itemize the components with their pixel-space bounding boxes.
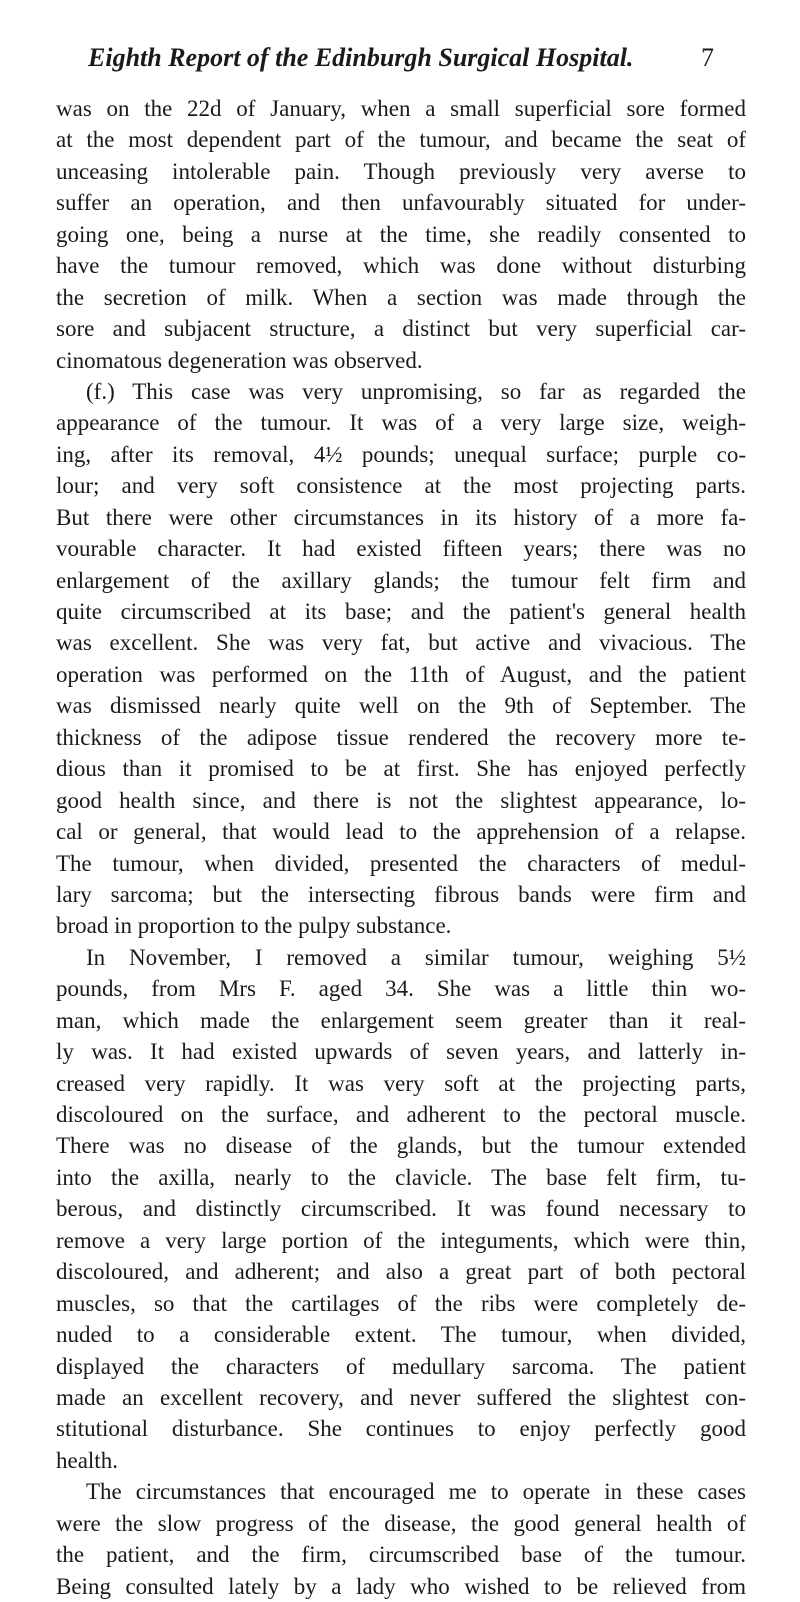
- text-line: The tumour, when divided, presented the characters of medul-: [56, 850, 746, 876]
- text-line: made an excellent recovery, and never suffered the slightest con-: [56, 1384, 746, 1410]
- text-line: muscles, so that the cartilages of the ribs were completely de-: [56, 1290, 746, 1316]
- text-line: the secretion of milk. When a section was made through the: [56, 284, 746, 310]
- text-line: man, which made the enlargement seem greater than it real-: [56, 1007, 746, 1033]
- text-line: appearance of the tumour. It was of a very large size, weigh-: [56, 410, 746, 436]
- text-line: In November, I removed a similar tumour, weighing 5½: [86, 944, 746, 970]
- text-line: ing, after its removal, 4½ pounds; unequal surface; purple co-: [56, 441, 746, 467]
- text-line: was on the 22d of January, when a small superficial sore formed: [56, 96, 746, 121]
- text-line: have the tumour removed, which was done without disturbing: [56, 253, 746, 279]
- text-line: cinomatous degeneration was observed.: [56, 347, 423, 373]
- text-line: cal or general, that would lead to the apprehension of a relapse.: [56, 819, 746, 845]
- text-line: pounds, from Mrs F. aged 34. She was a little thin wo-: [56, 976, 746, 1002]
- text-line: suffer an operation, and then unfavourably situated for under-: [56, 190, 746, 216]
- page-header: [88, 38, 714, 78]
- running-title: Eighth Report of the Edinburgh Surgical Hospital.: [88, 43, 634, 72]
- text-line: ly was. It had existed upwards of seven years, and latterly in-: [56, 1039, 746, 1065]
- text-line: the patient, and the firm, circumscribed base of the tumour.: [56, 1542, 746, 1568]
- text-line: discoloured, and adherent; and also a great part of both pectoral: [56, 1259, 746, 1285]
- text-line: broad in proportion to the pulpy substance.: [56, 913, 452, 939]
- text-line: stitutional disturbance. She continues to enjoy perfectly good: [56, 1416, 746, 1442]
- text-line: displayed the characters of medullary sarcoma. The patient: [56, 1353, 746, 1379]
- body-text: [56, 93, 746, 1602]
- text-line: thickness of the adipose tissue rendered the recovery more te-: [56, 724, 746, 750]
- text-line: berous, and distinctly circumscribed. It was found necessary to: [56, 1196, 746, 1222]
- text-line: The circumstances that encouraged me to operate in these cases: [86, 1479, 746, 1505]
- text-line: going one, being a nurse at the time, she readily consented to: [56, 221, 746, 247]
- text-line: (f.) This case was very unpromising, so far as regarded the: [86, 378, 746, 404]
- text-line: nuded to a considerable extent. The tumour, when divided,: [56, 1322, 746, 1348]
- text-line: were the slow progress of the disease, the good general health of: [56, 1510, 746, 1536]
- text-line: lour; and very soft consistence at the most projecting parts.: [56, 473, 746, 499]
- text-line: Being consulted lately by a lady who wished to be relieved from: [56, 1573, 746, 1599]
- text-line: sore and subjacent structure, a distinct but very superficial car-: [56, 316, 746, 342]
- text-line: into the axilla, nearly to the clavicle. The base felt firm, tu-: [56, 1164, 746, 1190]
- text-line: health.: [56, 1447, 118, 1473]
- text-line: vourable character. It had existed fifteen years; there was no: [56, 536, 746, 562]
- text-line: at the most dependent part of the tumour, and became the seat of: [56, 127, 746, 153]
- text-line: discoloured on the surface, and adherent to the pectoral muscle.: [56, 1102, 746, 1127]
- text-line: operation was performed on the 11th of August, and the patient: [56, 661, 746, 687]
- text-line: lary sarcoma; but the intersecting fibrous bands were firm and: [56, 881, 746, 907]
- text-line: was excellent. She was very fat, but active and vivacious. The: [56, 630, 746, 656]
- text-line: dious than it promised to be at first. She has enjoyed perfectly: [56, 756, 746, 782]
- text-line: good health since, and there is not the slightest appearance, lo-: [56, 787, 746, 813]
- text-line: creased very rapidly. It was very soft at the projecting parts,: [56, 1070, 746, 1096]
- text-line: was dismissed nearly quite well on the 9th of September. The: [56, 693, 746, 719]
- text-line: quite circumscribed at its base; and the patient's general health: [56, 599, 746, 624]
- text-line: enlargement of the axillary glands; the tumour felt firm and: [56, 567, 746, 593]
- text-line: remove a very large portion of the integuments, which were thin,: [56, 1227, 746, 1253]
- text-line: But there were other circumstances in its history of a more fa-: [56, 504, 746, 530]
- text-line: unceasing intolerable pain. Though previously very averse to: [56, 158, 746, 184]
- page-number: 7: [701, 43, 714, 72]
- text-line: There was no disease of the glands, but the tumour extended: [56, 1133, 746, 1159]
